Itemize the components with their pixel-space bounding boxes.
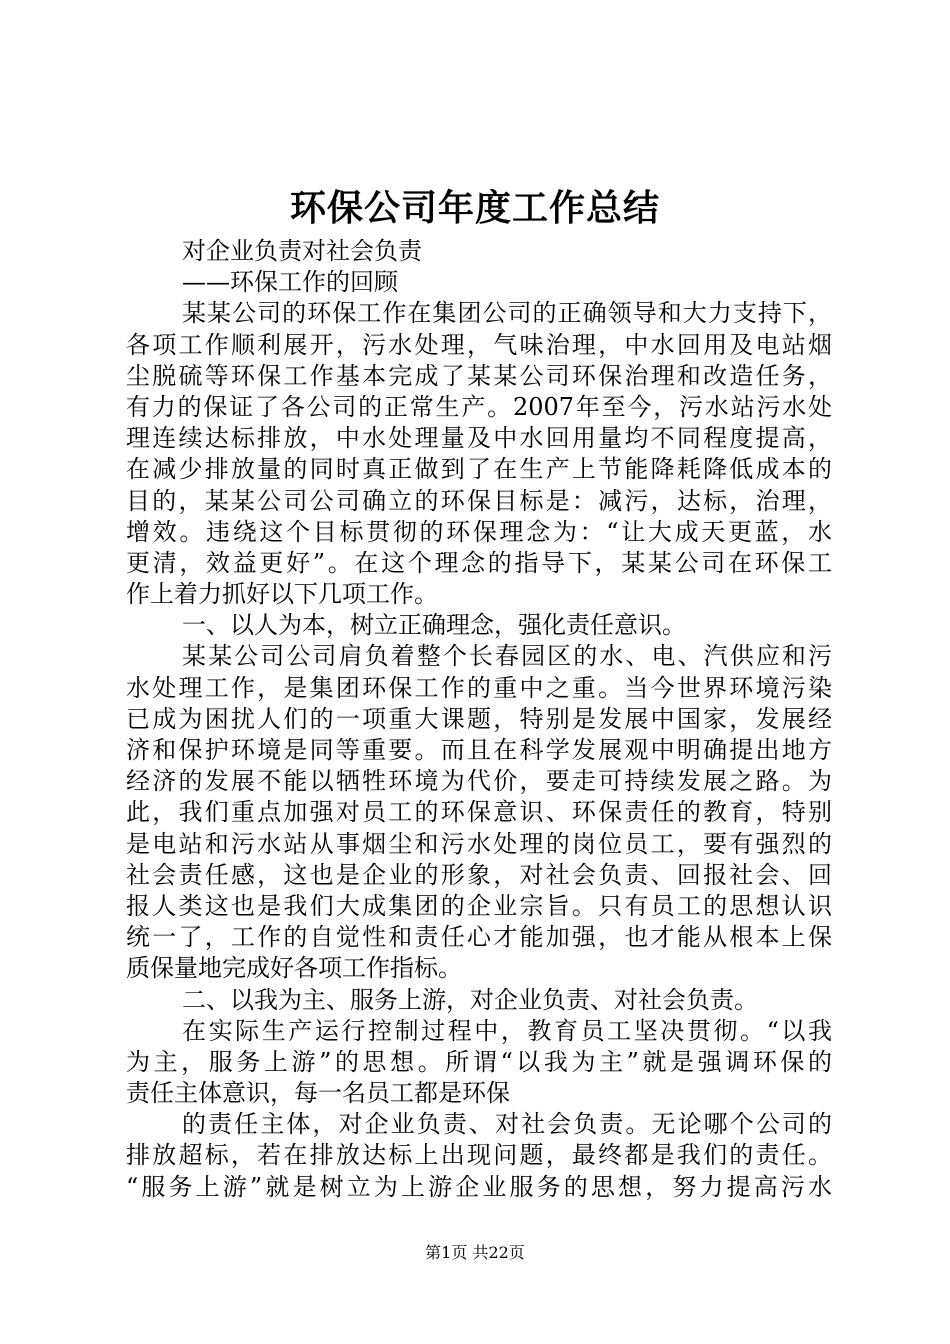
paragraph-line: 水处理工作，是集团环保工作的重中之重。当今世界环境污染 bbox=[126, 673, 832, 702]
paragraph-line: “服务上游”就是树立为上游企业服务的思想，努力提高污水 bbox=[126, 1172, 832, 1201]
document-body bbox=[126, 236, 832, 1203]
section-heading: 二、以我为主、服务上游，对企业负责、对社会负责。 bbox=[182, 985, 758, 1014]
paragraph-line: 在实际生产运行控制过程中，教育员工坚决贯彻。“以我 bbox=[182, 1016, 832, 1045]
paragraph-line: 尘脱硫等环保工作基本完成了某某公司环保治理和改造任务， bbox=[126, 361, 832, 390]
paragraph-line: 有力的保证了各公司的正常生产。2007年至今，污水站污水处 bbox=[126, 392, 832, 421]
paragraph-line: 某某公司的环保工作在集团公司的正确领导和大力支持下， bbox=[182, 299, 832, 328]
paragraph-line: 在减少排放量的同时真正做到了在生产上节能降耗降低成本的 bbox=[126, 455, 832, 484]
paragraph-line: 作上着力抓好以下几项工作。 bbox=[126, 580, 438, 609]
paragraph-line: 的责任主体，对企业负责、对社会负责。无论哪个公司的 bbox=[182, 1110, 832, 1139]
paragraph-line: 排放超标，若在排放达标上出现问题，最终都是我们的责任。 bbox=[126, 1141, 832, 1170]
paragraph-line: 为主，服务上游”的思想。所谓“以我为主”就是强调环保的 bbox=[126, 1047, 832, 1076]
page-number: 第1页 共22页 bbox=[425, 1243, 525, 1262]
paragraph-line: 质保量地完成好各项工作指标。 bbox=[126, 954, 462, 983]
paragraph-line: 统一了，工作的自觉性和责任心才能加强，也才能从根本上保 bbox=[126, 923, 832, 952]
paragraph-line: 经济的发展不能以牺牲环境为代价，要走可持续发展之路。为 bbox=[126, 767, 832, 796]
paragraph-line: 社会责任感，这也是企业的形象，对社会负责、回报社会、回 bbox=[126, 860, 832, 889]
subtitle-line: ——环保工作的回顾 bbox=[182, 268, 398, 297]
paragraph-line: 更清，效益更好”。在这个理念的指导下，某某公司在环保工 bbox=[126, 548, 832, 577]
paragraph-line: 某某公司公司肩负着整个长春园区的水、电、汽供应和污 bbox=[182, 642, 832, 671]
paragraph-line: 目的，某某公司公司确立的环保目标是：减污，达标，治理， bbox=[126, 486, 832, 515]
paragraph-line: 济和保护环境是同等重要。而且在科学发展观中明确提出地方 bbox=[126, 736, 832, 764]
paragraph-line: 此，我们重点加强对员工的环保意识、环保责任的教育，特别 bbox=[126, 798, 832, 827]
section-heading: 一、以人为本，树立正确理念，强化责任意识。 bbox=[182, 611, 686, 640]
paragraph-line: 各项工作顺利展开，污水处理，气味治理，中水回用及电站烟 bbox=[126, 330, 832, 359]
paragraph-line: 是电站和污水站从事烟尘和污水处理的岗位员工，要有强烈的 bbox=[126, 829, 832, 858]
paragraph-line: 责任主体意识，每一名员工都是环保 bbox=[126, 1079, 510, 1108]
paragraph-line: 增效。违绕这个目标贯彻的环保理念为：“让大成天更蓝，水 bbox=[126, 517, 832, 546]
document-title: 环保公司年度工作总结 bbox=[289, 187, 660, 229]
paragraph-line: 理连续达标排放，中水处理量及中水回用量均不同程度提高， bbox=[126, 424, 832, 453]
paragraph-line: 已成为困扰人们的一项重大课题，特别是发展中国家，发展经 bbox=[126, 704, 832, 733]
subtitle-line: 对企业负责对社会负责 bbox=[182, 237, 422, 265]
paragraph-line: 报人类这也是我们大成集团的企业宗旨。只有员工的思想认识 bbox=[126, 891, 832, 920]
